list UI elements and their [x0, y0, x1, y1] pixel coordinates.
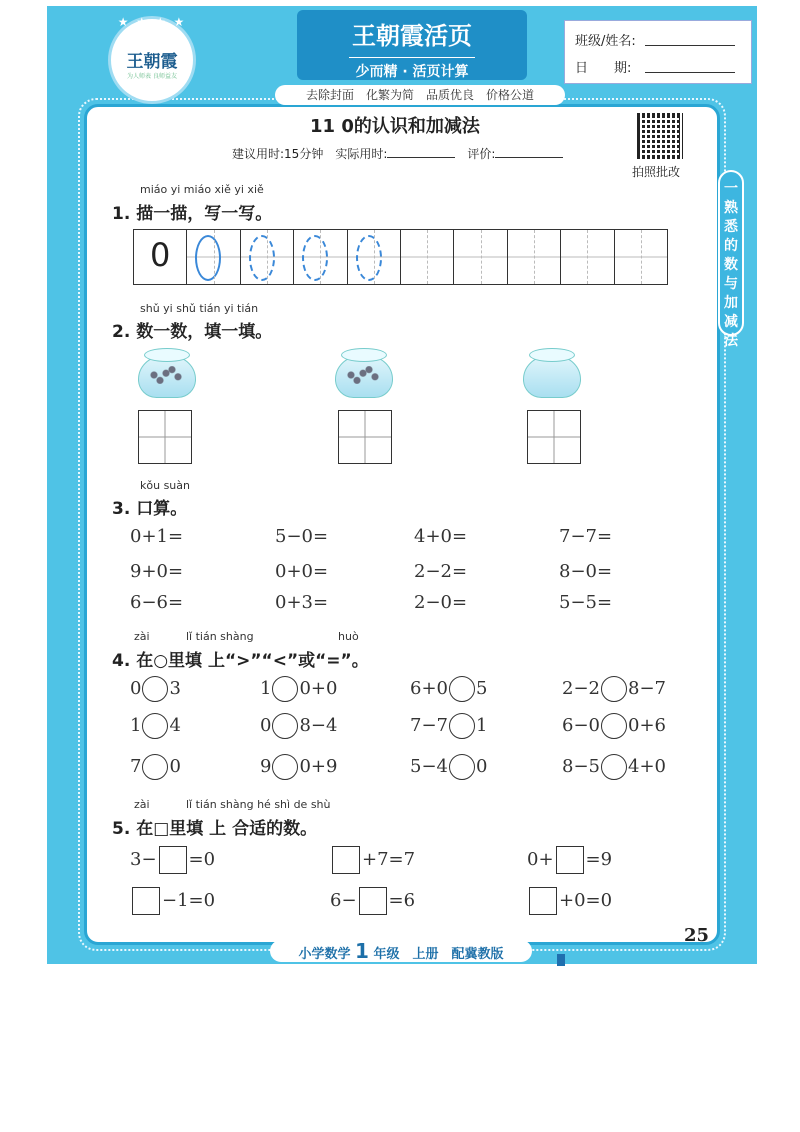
date-field[interactable] — [645, 72, 735, 73]
compare-left: 0 — [130, 678, 142, 699]
side-tab-char: 的 — [724, 238, 738, 254]
q1-pinyin: miáo yi miáo xiě yi xiě — [140, 183, 264, 196]
page-tick-mark — [557, 954, 565, 966]
compare-left: 6−0 — [562, 715, 600, 736]
brand-title: 王朝霞活页 — [352, 22, 472, 50]
compare-right: 8−7 — [628, 678, 666, 699]
compare-right: 0+0 — [299, 678, 338, 699]
mental-math-item[interactable]: 6−6= — [130, 592, 184, 613]
side-tab-char: 加 — [724, 295, 738, 311]
writing-cell[interactable] — [507, 230, 560, 284]
fill-right: =6 — [388, 890, 416, 911]
fill-square-blank[interactable] — [359, 887, 387, 915]
fill-square-blank[interactable] — [332, 846, 360, 874]
mental-math-item[interactable]: 5−0= — [275, 526, 329, 547]
fish-bowl-image — [335, 348, 391, 402]
mental-math-item[interactable]: 0+0= — [275, 561, 329, 582]
logo-stars: ★ ★ ★ ★ ★ — [117, 15, 187, 43]
fill-right: =9 — [585, 849, 613, 870]
tracing-cell[interactable] — [347, 230, 400, 284]
tracing-grid[interactable] — [133, 229, 668, 285]
mental-math-item[interactable]: 8−0= — [559, 561, 613, 582]
side-tab-char: 与 — [724, 276, 738, 292]
empty-bowl-image — [523, 348, 579, 402]
footer-subject: 小学数学 — [298, 947, 351, 962]
compare-circle-blank[interactable] — [601, 676, 627, 702]
compare-left: 9 — [260, 756, 272, 777]
compare-circle-blank[interactable] — [272, 713, 298, 739]
fill-box-item — [527, 846, 612, 874]
q2-title: 2. 数一数，填一填。 — [112, 322, 273, 342]
fill-left: 3− — [130, 849, 157, 870]
fill-right: +0=0 — [559, 890, 613, 911]
q3-title: 3. 口算。 — [112, 499, 188, 519]
q2-pinyin: shǔ yi shǔ tián yi tián — [140, 302, 259, 315]
compare-circle-blank[interactable] — [142, 713, 168, 739]
compare-right: 0+6 — [628, 715, 666, 736]
class-name-label: 班级/姓名: — [575, 34, 636, 49]
compare-left: 8−5 — [562, 756, 600, 777]
compare-right: 8−4 — [299, 715, 338, 736]
compare-left: 0 — [260, 715, 272, 736]
comparison-item — [410, 713, 487, 739]
comparison-item — [562, 676, 666, 702]
sample-digit: 0 — [150, 236, 171, 274]
compare-left: 7 — [130, 756, 142, 777]
fill-right: +7=7 — [362, 849, 416, 870]
compare-left: 7−7 — [410, 715, 448, 736]
evaluation-label: 评价: — [455, 147, 496, 161]
fill-box-item — [130, 887, 215, 915]
tracing-cell — [134, 230, 186, 284]
fill-square-blank[interactable] — [556, 846, 584, 874]
tracing-cell[interactable] — [240, 230, 293, 284]
slogan: 去除封面 化繁为简 品质优良 价格公道 — [275, 85, 565, 105]
compare-circle-blank[interactable] — [601, 713, 627, 739]
compare-circle-blank[interactable] — [272, 754, 298, 780]
mental-math-item[interactable]: 0+3= — [275, 592, 329, 613]
compare-circle-blank[interactable] — [142, 754, 168, 780]
chapter-side-tab — [718, 170, 744, 349]
fish-bowl-image — [138, 348, 194, 402]
compare-left: 1 — [130, 715, 142, 736]
count-answer-box[interactable] — [527, 410, 581, 464]
student-info-box — [564, 20, 752, 84]
qr-code-icon[interactable] — [637, 113, 683, 159]
q5-pinyin-rest: lǐ tián shàng hé shì de shù — [186, 798, 331, 811]
writing-cell[interactable] — [560, 230, 613, 284]
comparison-item — [130, 676, 181, 702]
q4-pinyin-li-tian: lǐ tián shàng — [186, 630, 254, 643]
side-tab-char: 熟 — [724, 200, 738, 216]
footer-banner — [270, 940, 532, 962]
compare-circle-blank[interactable] — [449, 676, 475, 702]
compare-right: 4 — [169, 715, 181, 736]
brand-logo — [108, 16, 196, 104]
compare-circle-blank[interactable] — [449, 754, 475, 780]
count-answer-box[interactable] — [338, 410, 392, 464]
fill-left: 0+ — [527, 849, 554, 870]
q4-pinyin-huo: huò — [338, 630, 359, 643]
mental-math-item[interactable]: 7−7= — [559, 526, 613, 547]
comparison-item — [130, 713, 181, 739]
compare-circle-blank[interactable] — [142, 676, 168, 702]
lesson-subtitle — [232, 145, 563, 162]
mental-math-item[interactable]: 9+0= — [130, 561, 184, 582]
lesson-title: 11 0的认识和加减法 — [310, 116, 480, 137]
compare-right: 1 — [476, 715, 488, 736]
fill-box-item — [130, 846, 215, 874]
mental-math-item[interactable]: 2−2= — [414, 561, 468, 582]
writing-cell[interactable] — [453, 230, 506, 284]
compare-circle-blank[interactable] — [601, 754, 627, 780]
side-tab-char: 悉 — [724, 219, 738, 235]
actual-time-field[interactable] — [387, 147, 455, 158]
q4-title: 4. 在○里填 上“>”“<”或“=”。 — [112, 651, 369, 671]
compare-right: 3 — [169, 678, 181, 699]
compare-right: 0+9 — [299, 756, 338, 777]
fill-box-item — [330, 846, 415, 874]
compare-right: 5 — [476, 678, 488, 699]
qr-label: 拍照批改 — [632, 165, 681, 179]
comparison-item — [410, 754, 487, 780]
brand-tagline: 少而精 · 活页计算 — [349, 57, 474, 81]
compare-left: 5−4 — [410, 756, 448, 777]
compare-left: 1 — [260, 678, 272, 699]
page-number: 25 — [684, 925, 710, 946]
class-name-field[interactable] — [645, 45, 735, 46]
fill-left: 6− — [330, 890, 357, 911]
q3-pinyin: kǒu suàn — [140, 479, 190, 492]
date-label: 日 期: — [575, 61, 632, 76]
q5-pinyin-zai: zài — [134, 798, 150, 811]
trace-guide-oval — [195, 235, 221, 281]
brand-banner — [297, 10, 527, 80]
compare-circle-blank[interactable] — [272, 676, 298, 702]
q4-pinyin-zai: zài — [134, 630, 150, 643]
comparison-item — [260, 713, 337, 739]
count-answer-box[interactable] — [138, 410, 192, 464]
trace-guide-oval — [356, 235, 382, 281]
comparison-item — [260, 754, 337, 780]
compare-right: 4+0 — [628, 756, 666, 777]
fill-square-blank[interactable] — [159, 846, 187, 874]
side-tab-char: 减 — [724, 314, 738, 330]
comparison-item — [410, 676, 487, 702]
footer-grade: 1 — [355, 939, 369, 963]
fill-box-item — [330, 887, 415, 915]
writing-cell[interactable] — [614, 230, 667, 284]
compare-left: 6+0 — [410, 678, 448, 699]
mental-math-item[interactable]: 4+0= — [414, 526, 468, 547]
fill-right: =0 — [188, 849, 216, 870]
q1-title: 1. 描一描，写一写。 — [112, 204, 273, 224]
mental-math-item[interactable]: 0+1= — [130, 526, 184, 547]
side-tab-char: 法 — [724, 333, 738, 349]
footer-edition: 年级 上册 配冀教版 — [373, 947, 504, 962]
comparison-item — [562, 713, 666, 739]
fill-right: −1=0 — [162, 890, 216, 911]
writing-cell[interactable] — [400, 230, 453, 284]
side-tab-char: 一 — [724, 181, 738, 197]
tracing-cell[interactable] — [293, 230, 346, 284]
side-tab-char: 数 — [724, 257, 738, 273]
fill-square-blank[interactable] — [529, 887, 557, 915]
q5-title: 5. 在□里填 上 合适的数。 — [112, 819, 318, 839]
compare-right: 0 — [476, 756, 488, 777]
mental-math-item[interactable]: 2−0= — [414, 592, 468, 613]
trace-guide-oval — [302, 235, 328, 281]
comparison-item — [130, 754, 181, 780]
trace-guide-oval — [249, 235, 275, 281]
suggested-time: 建议用时:15分钟 实际用时: — [232, 147, 388, 161]
mental-math-item[interactable]: 5−5= — [559, 592, 613, 613]
compare-circle-blank[interactable] — [449, 713, 475, 739]
logo-sub: 为人师表 良师益友 — [127, 73, 177, 80]
tracing-cell[interactable] — [186, 230, 239, 284]
comparison-item — [562, 754, 666, 780]
evaluation-field[interactable] — [495, 147, 563, 158]
compare-right: 0 — [169, 756, 181, 777]
fill-box-item — [527, 887, 612, 915]
comparison-item — [260, 676, 337, 702]
logo-name: 王朝霞 — [126, 52, 178, 72]
fill-square-blank[interactable] — [132, 887, 160, 915]
compare-left: 2−2 — [562, 678, 600, 699]
